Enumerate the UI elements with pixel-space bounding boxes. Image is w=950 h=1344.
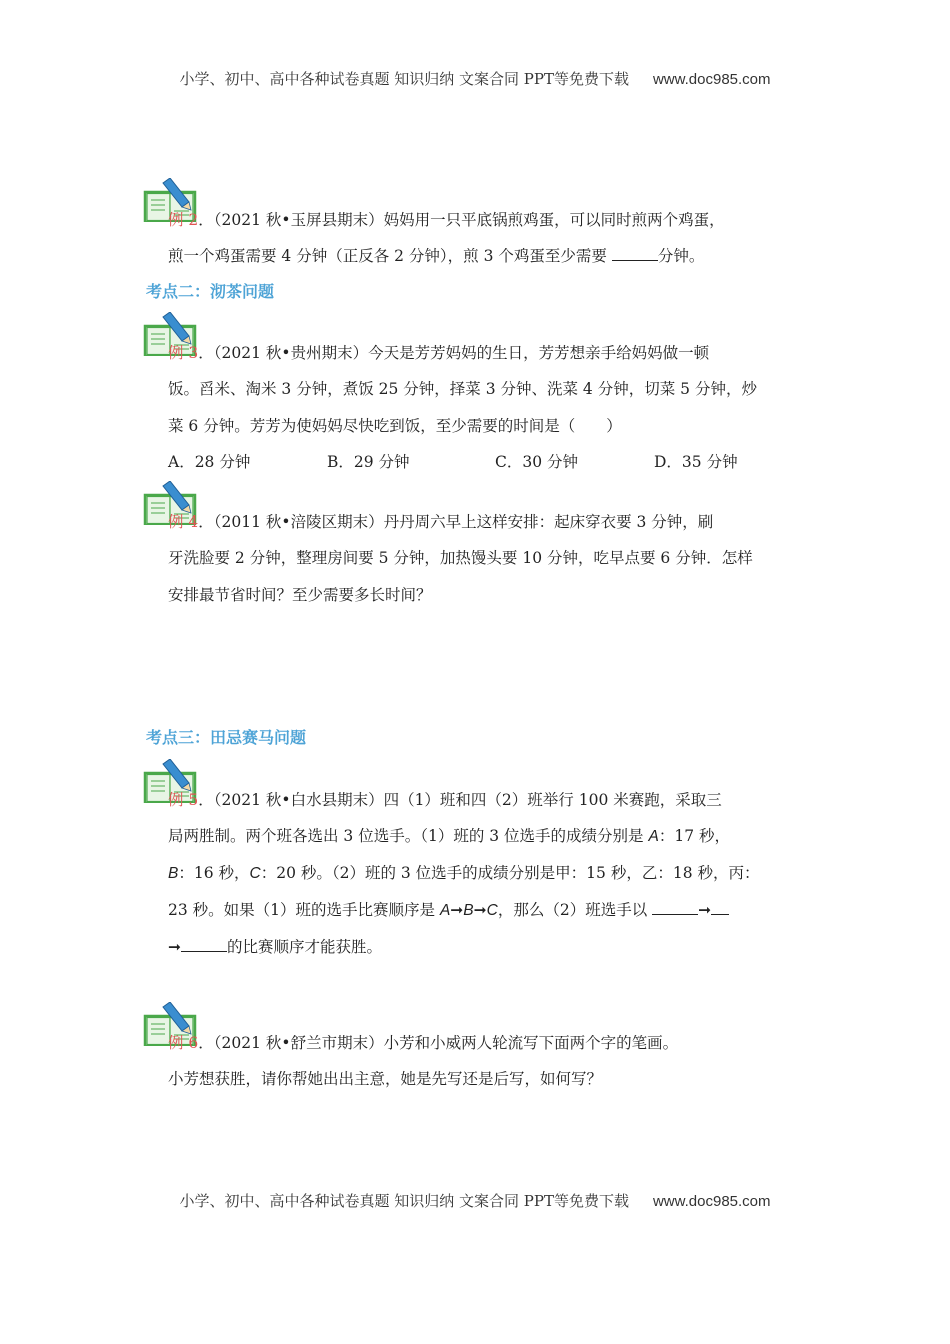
section-title-2: 考点二：沏茶问题: [146, 282, 275, 301]
example-2-line-1: 例 2．（2021 秋•玉屏县期末）妈妈用一只平底锅煎鸡蛋，可以同时煎两个鸡蛋，: [168, 211, 725, 229]
example-6-label: 例 6: [168, 1034, 199, 1052]
example-4-line-1: 例 4．（2011 秋•涪陵区期末）丹丹周六早上这样安排：起床穿衣要 3 分钟，刷: [168, 513, 714, 531]
example-4-line-2: 牙洗脸要 2 分钟，整理房间要 5 分钟，加热馒头要 10 分钟，吃早点要 6 分钟．怎样: [168, 549, 753, 567]
example-6-line-2: 小芳想获胜，请你帮她出出主意，她是先写还是后写，如何写？: [168, 1070, 603, 1088]
example-5-line-5: ➞ 的比赛顺序才能获胜。: [168, 938, 383, 956]
option-d[interactable]: D．35 分钟: [654, 453, 738, 471]
example-2-line-2: 煎一个鸡蛋需要 4 分钟（正反各 2 分钟），煎 3 个鸡蛋至少需要 分钟。: [168, 247, 705, 265]
example-3-line-3: 菜 6 分钟。芳芳为使妈妈尽快吃到饭，至少需要的时间是（ ）: [168, 417, 622, 435]
option-b[interactable]: B．29 分钟: [327, 453, 410, 471]
example-3-label: 例 3: [168, 344, 199, 362]
example-5-label: 例 5: [168, 791, 199, 809]
example-5-line-2: 局两胜制。两个班各选出 3 位选手。（1）班的 3 位选手的成绩分别是 A：17 秒，: [168, 827, 730, 845]
example-4-label: 例 4: [168, 513, 199, 531]
option-c[interactable]: C．30 分钟: [495, 453, 579, 471]
example-5-line-4: 23 秒。如果（1）班的选手比赛顺序是 A➞B➞C，那么（2）班选手以 ➞: [168, 898, 729, 920]
section-title-3: 考点三：田忌赛马问题: [146, 728, 307, 747]
footer-text: 小学、初中、高中各种试卷真题 知识归纳 文案合同 PPT等免费下载: [179, 1192, 629, 1210]
page-footer: [0, 1190, 950, 1211]
answer-blank-1[interactable]: [652, 900, 698, 915]
page-header: [0, 68, 950, 89]
example-6-line-1: 例 6．（2021 秋•舒兰市期末）小芳和小威两人轮流写下面两个字的笔画。: [168, 1034, 679, 1052]
example-3-line-1: 例 3．（2021 秋•贵州期末）今天是芳芳妈妈的生日，芳芳想亲手给妈妈做一顿: [168, 344, 710, 362]
answer-blank-2[interactable]: [711, 900, 729, 915]
footer-site: www.doc985.com: [652, 1193, 771, 1210]
option-a[interactable]: A．28 分钟: [168, 453, 251, 471]
example-3-line-2: 饭。舀米、淘米 3 分钟，煮饭 25 分钟，择菜 3 分钟、洗菜 4 分钟，切菜 5 分钟，炒: [168, 380, 757, 398]
example-4-line-3: 安排最节省时间？至少需要多长时间？: [168, 586, 432, 604]
header-text: 小学、初中、高中各种试卷真题 知识归纳 文案合同 PPT等免费下载: [179, 70, 629, 88]
answer-blank-3[interactable]: [181, 937, 227, 952]
example-5-line-1: 例 5．（2021 秋•白水县期末）四（1）班和四（2）班举行 100 米赛跑，采取三: [168, 791, 722, 809]
answer-blank[interactable]: [612, 246, 658, 261]
example-2-label: 例 2: [168, 211, 199, 229]
example-5-line-3: B：16 秒，C：20 秒。（2）班的 3 位选手的成绩分别是甲：15 秒，乙：18 秒，丙：: [168, 864, 760, 882]
header-site: www.doc985.com: [652, 71, 771, 88]
